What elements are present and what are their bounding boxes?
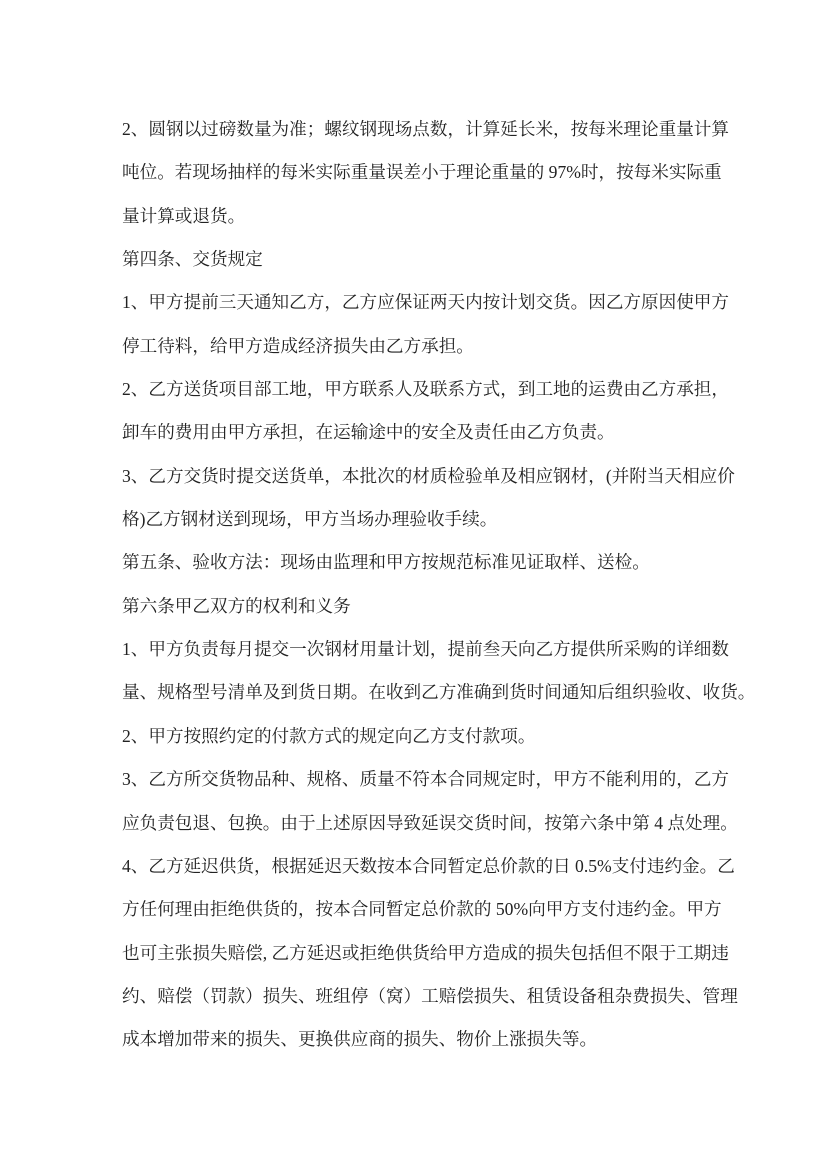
text-line: 方任何理由拒绝供货的，按本合同暂定总价款的 50%向甲方支付违约金。甲方 [122, 899, 722, 920]
text-line: 第五条、验收方法：现场由监理和甲方按规范标准见证取样、送检。 [122, 552, 650, 573]
text-line: 吨位。若现场抽样的每米实际重量误差小于理论重量的 97%时，按每米实际重 [122, 162, 722, 183]
text-line: 2、乙方送货项目部工地，甲方联系人及联系方式，到工地的运费由乙方承担， [122, 379, 729, 400]
text-line: 也可主张损失赔偿, 乙方延迟或拒绝供货给甲方造成的损失包括但不限于工期违 [122, 942, 729, 963]
text-line: 格)乙方钢材送到现场，甲方当场办理验收手续。 [122, 509, 498, 530]
paragraph [122, 845, 738, 1062]
paragraph [122, 628, 756, 715]
text-line: 量、规格型号清单及到货日期。在收到乙方准确到货时间通知后组织验收、收货。 [122, 682, 756, 703]
text-line: 停工待料，给甲方造成经济损失由乙方承担。 [122, 335, 474, 356]
text-line: 2、甲方按照约定的付款方式的规定向乙方支付款项。 [122, 725, 536, 746]
text-line: 第四条、交货规定 [122, 249, 263, 270]
paragraph [122, 541, 714, 584]
paragraph [122, 281, 729, 368]
paragraph [122, 715, 714, 758]
paragraph [122, 368, 729, 455]
text-line: 量计算或退货。 [122, 205, 246, 226]
paragraph [122, 455, 735, 542]
text-line: 3、乙方所交货物品种、规格、质量不符本合同规定时，甲方不能利用的，乙方 [122, 769, 729, 790]
paragraph [122, 758, 738, 845]
text-line: 1、甲方提前三天通知乙方，乙方应保证两天内按计划交货。因乙方原因使甲方 [122, 292, 729, 313]
text-line: 第六条甲乙双方的权利和义务 [122, 595, 351, 616]
text-line: 约、赔偿（罚款）损失、班组停（窝）工赔偿损失、租赁设备租杂费损失、管理 [122, 985, 738, 1006]
text-line: 应负责包退、包换。由于上述原因导致延误交货时间，按第六条中第 4 点处理。 [122, 812, 738, 833]
text-line: 3、乙方交货时提交送货单，本批次的材质检验单及相应钢材，(并附当天相应价 [122, 465, 735, 486]
paragraph [122, 585, 714, 628]
text-line: 2、圆钢以过磅数量为准；螺纹钢现场点数，计算延长米，按每米理论重量计算 [122, 119, 729, 139]
paragraph [122, 238, 714, 281]
text-line: 成本增加带来的损失、更换供应商的损失、物价上涨损失等。 [122, 1029, 598, 1050]
paragraph [122, 108, 729, 238]
text-line: 卸车的费用由甲方承担，在运输途中的安全及责任由乙方负责。 [122, 422, 615, 443]
text-line: 4、乙方延迟供货，根据延迟天数按本合同暂定总价款的日 0.5%支付违约金。乙 [122, 855, 735, 876]
text-line: 1、甲方负责每月提交一次钢材用量计划，提前叁天向乙方提供所采购的详细数 [122, 639, 729, 660]
document-body [122, 108, 756, 1062]
